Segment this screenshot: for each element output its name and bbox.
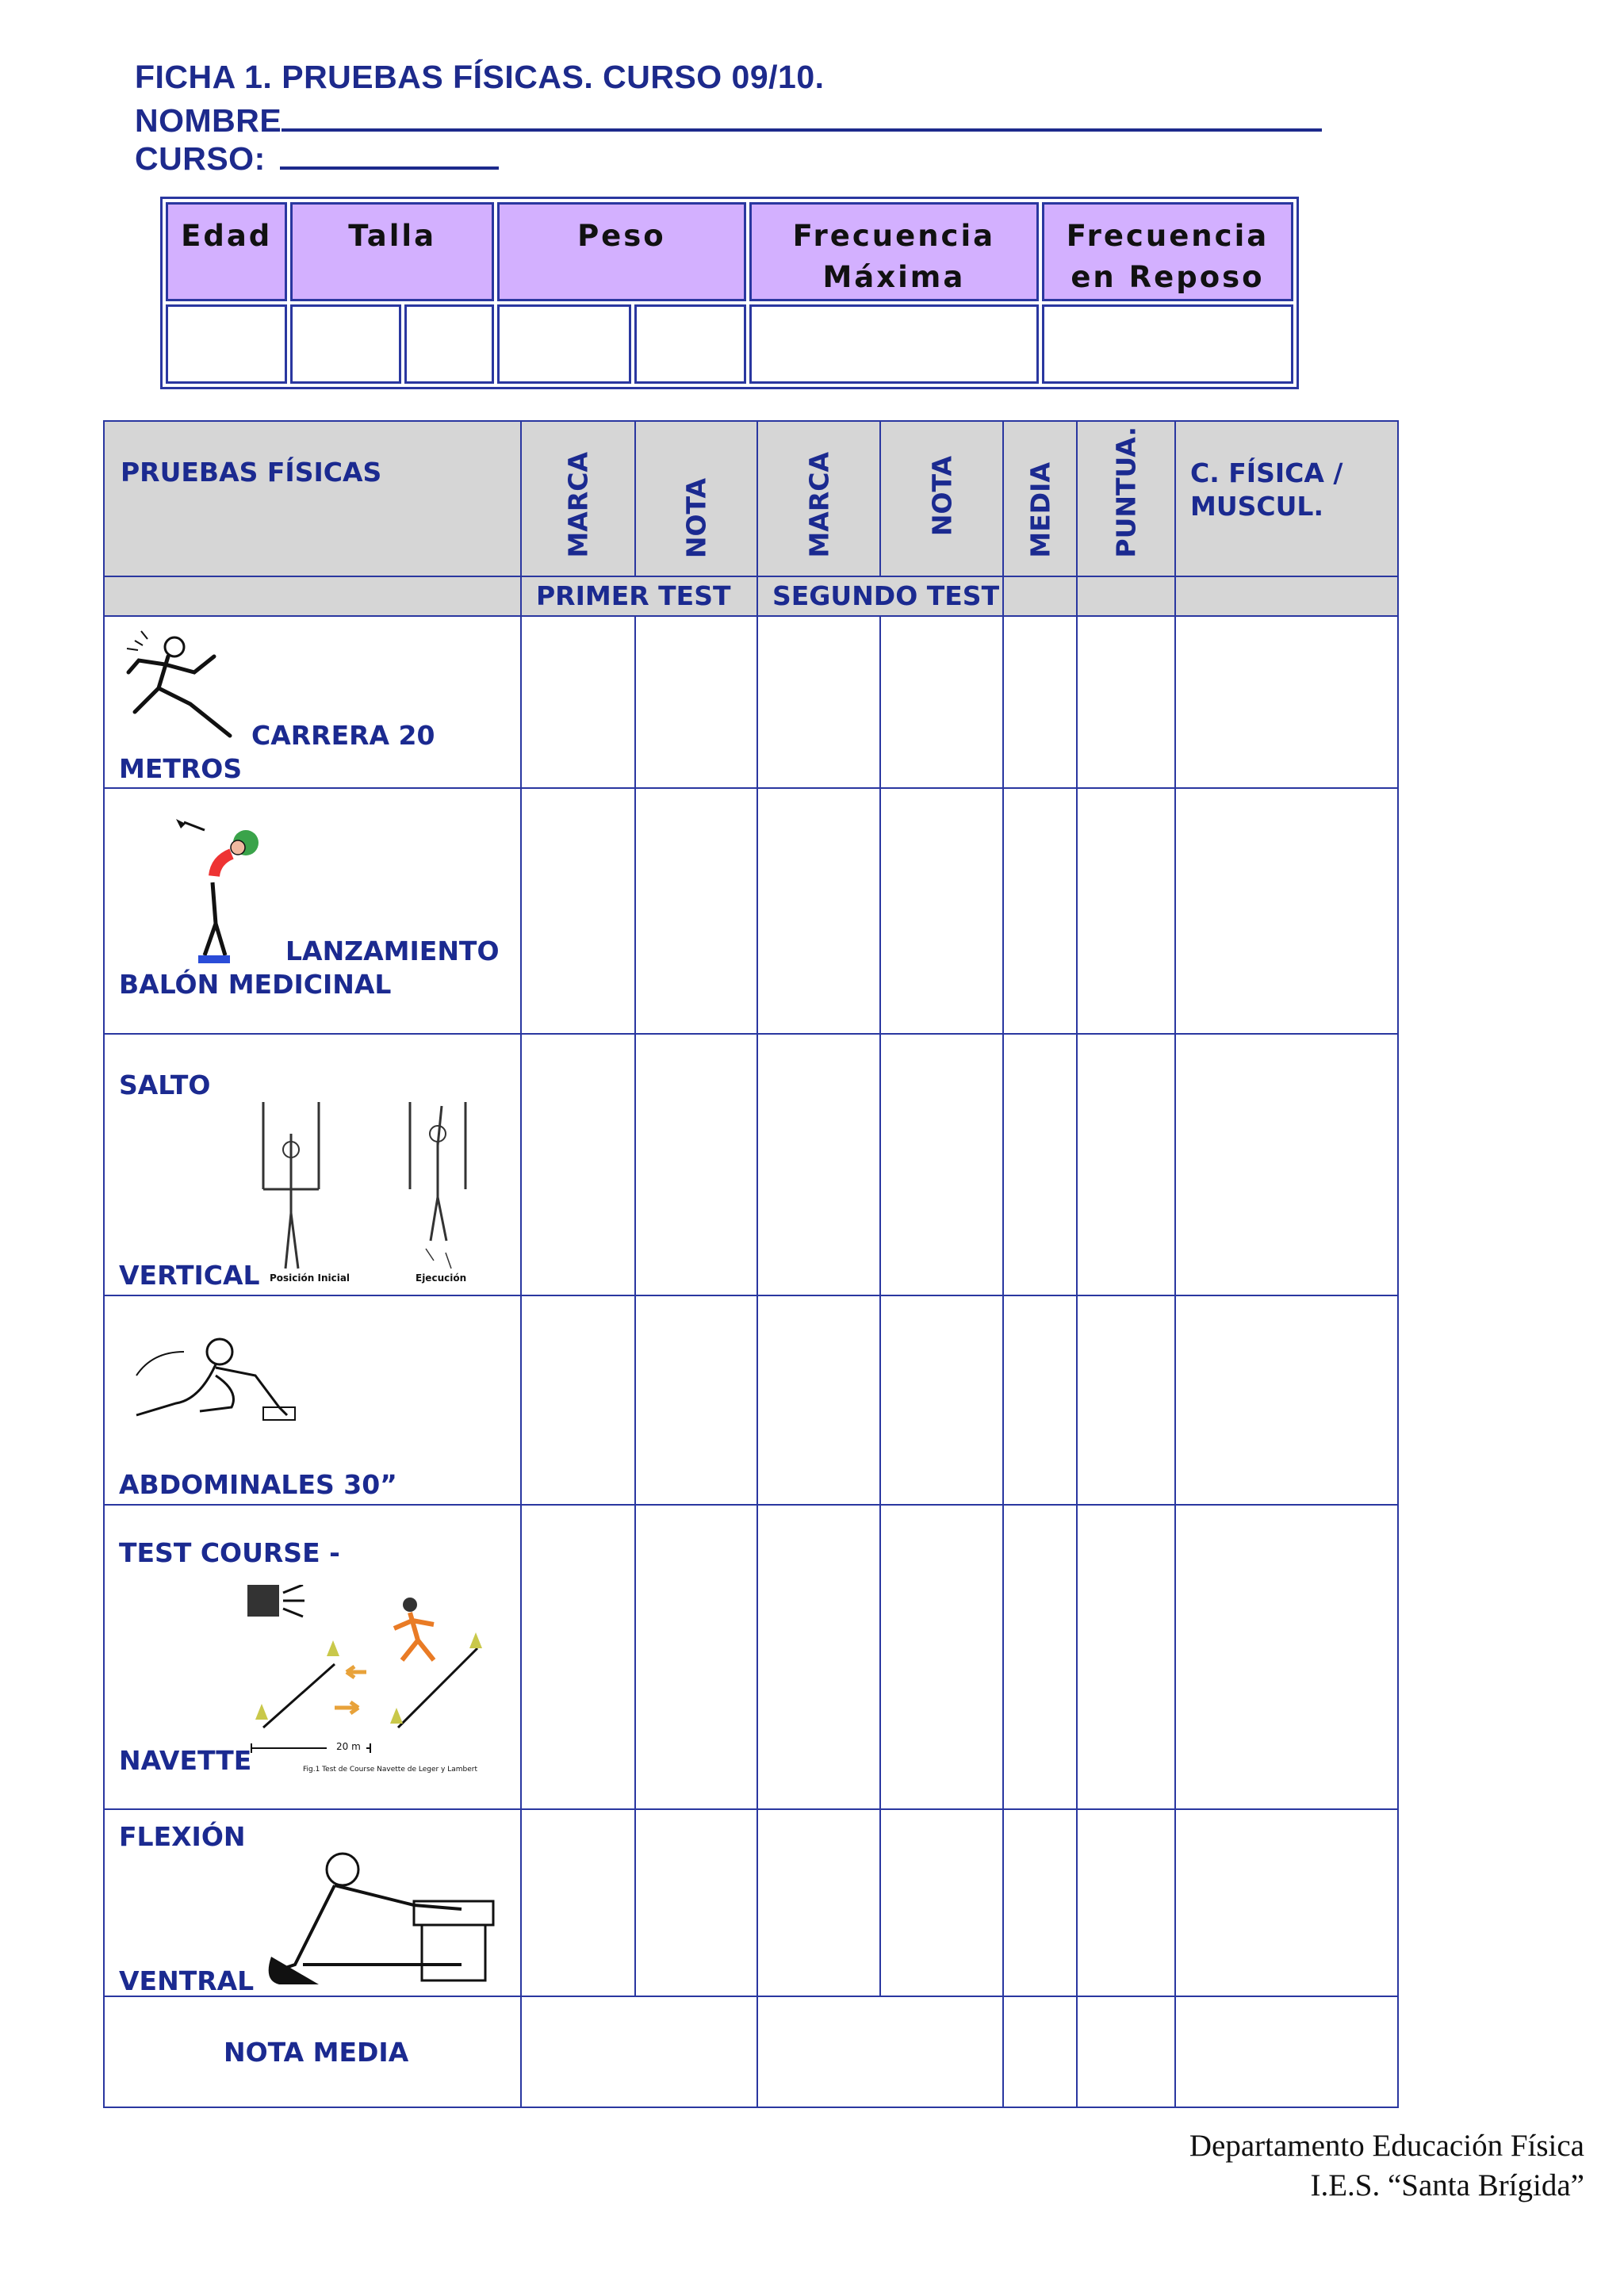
lanzamiento-marca-1[interactable] xyxy=(521,788,635,1034)
talla-input-1[interactable] xyxy=(290,304,401,384)
flexion-cfisica[interactable] xyxy=(1175,1809,1398,1996)
test-carrera-cell xyxy=(104,616,521,788)
flexion-puntua[interactable] xyxy=(1077,1809,1175,1996)
flexion-label-b: VENTRAL xyxy=(119,1965,255,1996)
lanzamiento-media[interactable] xyxy=(1003,788,1077,1034)
jump-execution-figure-icon xyxy=(402,1102,473,1280)
primer-test-label: PRIMER TEST xyxy=(521,576,757,616)
test-course-navette-cell xyxy=(104,1505,521,1809)
course-puntua[interactable] xyxy=(1077,1505,1175,1809)
course-nota-2[interactable] xyxy=(880,1505,1003,1809)
cfisica-subheader xyxy=(1175,576,1398,616)
marca-2-header: MARCA xyxy=(757,421,880,576)
flexion-media[interactable] xyxy=(1003,1809,1077,1996)
carrera-label-b: METROS xyxy=(119,753,243,784)
frecuencia-maxima-input[interactable] xyxy=(749,304,1039,384)
carrera-media[interactable] xyxy=(1003,616,1077,788)
salto-nota-1[interactable] xyxy=(635,1034,757,1295)
puntua-subheader xyxy=(1077,576,1175,616)
abdominales-cfisica[interactable] xyxy=(1175,1295,1398,1505)
test-lanzamiento-cell xyxy=(104,788,521,1034)
frecuencia-reposo-header: Frecuencia en Reposo xyxy=(1042,202,1293,301)
nota-2-header: NOTA xyxy=(880,421,1003,576)
nombre-field[interactable] xyxy=(135,97,1322,140)
edad-header: Edad xyxy=(166,202,287,301)
abdominales-puntua[interactable] xyxy=(1077,1295,1175,1505)
course-cfisica[interactable] xyxy=(1175,1505,1398,1809)
test-abdominales-cell xyxy=(104,1295,521,1505)
nota-media-cell xyxy=(104,1996,521,2107)
curso-label: CURSO: xyxy=(135,140,266,177)
abdominales-marca-1[interactable] xyxy=(521,1295,635,1505)
datos-personales-table xyxy=(160,197,1299,389)
jump-start-figure-icon xyxy=(255,1102,327,1280)
peso-input-1[interactable] xyxy=(497,304,631,384)
carrera-cfisica[interactable] xyxy=(1175,616,1398,788)
salto-caption-a: Posición Inicial xyxy=(270,1272,350,1284)
course-marca-2[interactable] xyxy=(757,1505,880,1809)
pruebas-subheader xyxy=(104,576,521,616)
course-nota-1[interactable] xyxy=(635,1505,757,1809)
flexion-marca-2[interactable] xyxy=(757,1809,880,1996)
table-row xyxy=(104,1295,1398,1505)
abdominales-media[interactable] xyxy=(1003,1295,1077,1505)
nota-media-cfisica[interactable] xyxy=(1175,1996,1398,2107)
salto-marca-1[interactable] xyxy=(521,1034,635,1295)
nombre-label: NOMBRE xyxy=(135,102,282,139)
table-row xyxy=(104,1996,1398,2107)
carrera-puntua[interactable] xyxy=(1077,616,1175,788)
nombre-underline xyxy=(282,97,1322,132)
puntua-header: PUNTUA. xyxy=(1077,421,1175,576)
talla-input-2[interactable] xyxy=(404,304,493,384)
lanzamiento-label-b: BALÓN MEDICINAL xyxy=(119,969,392,1000)
salto-marca-2[interactable] xyxy=(757,1034,880,1295)
course-label-a: TEST COURSE - xyxy=(119,1537,340,1568)
lanzamiento-cfisica[interactable] xyxy=(1175,788,1398,1034)
footer-school: I.E.S. “Santa Brígida” xyxy=(1310,2168,1584,2202)
pruebas-fisicas-table xyxy=(103,420,1399,2108)
runner-icon xyxy=(119,625,262,744)
carrera-nota-2[interactable] xyxy=(880,616,1003,788)
cfisica-header: C. FÍSICA / MUSCUL. xyxy=(1175,421,1398,576)
table-row xyxy=(104,1034,1398,1295)
media-header: MEDIA xyxy=(1003,421,1077,576)
lanzamiento-puntua[interactable] xyxy=(1077,788,1175,1034)
carrera-nota-1[interactable] xyxy=(635,616,757,788)
lanzamiento-nota-1[interactable] xyxy=(635,788,757,1034)
nota-media-puntua[interactable] xyxy=(1077,1996,1175,2107)
salto-puntua[interactable] xyxy=(1077,1034,1175,1295)
carrera-marca-1[interactable] xyxy=(521,616,635,788)
flexion-marca-1[interactable] xyxy=(521,1809,635,1996)
nota-media-media[interactable] xyxy=(1003,1996,1077,2107)
carrera-label-a: CARRERA 20 xyxy=(251,720,435,751)
peso-input-2[interactable] xyxy=(634,304,746,384)
situps-icon xyxy=(121,1328,303,1431)
abdominales-label: ABDOMINALES 30” xyxy=(119,1469,397,1500)
test-flexion-cell xyxy=(104,1809,521,1996)
salto-cfisica[interactable] xyxy=(1175,1034,1398,1295)
course-media[interactable] xyxy=(1003,1505,1077,1809)
marca-1-header: MARCA xyxy=(521,421,635,576)
nota-media-primer-test[interactable] xyxy=(521,1996,757,2107)
table-row xyxy=(104,1809,1398,1996)
nota-media-label: NOTA MEDIA xyxy=(224,2037,409,2068)
nota-1-header: NOTA xyxy=(635,421,757,576)
segundo-test-label: SEGUNDO TEST xyxy=(757,576,1003,616)
salto-media[interactable] xyxy=(1003,1034,1077,1295)
media-subheader xyxy=(1003,576,1077,616)
course-marca-1[interactable] xyxy=(521,1505,635,1809)
flexion-nota-1[interactable] xyxy=(635,1809,757,1996)
table-row xyxy=(104,616,1398,788)
sheet-title: FICHA 1. PRUEBAS FÍSICAS. CURSO 09/10. xyxy=(135,59,825,95)
salto-caption-b: Ejecución xyxy=(416,1272,467,1284)
lanzamiento-nota-2[interactable] xyxy=(880,788,1003,1034)
course-navette-diagram-icon xyxy=(247,1585,509,1783)
test-salto-cell xyxy=(104,1034,521,1295)
pruebas-header: PRUEBAS FÍSICAS xyxy=(104,421,521,576)
abdominales-marca-2[interactable] xyxy=(757,1295,880,1505)
footer-department: Departamento Educación Física xyxy=(1189,2129,1584,2163)
lanzamiento-marca-2[interactable] xyxy=(757,788,880,1034)
salto-label-b: VERTICAL xyxy=(119,1260,260,1291)
course-caption: Fig.1 Test de Course Navette de Leger y Lambert xyxy=(303,1766,478,1774)
peso-header: Peso xyxy=(497,202,746,301)
talla-header: Talla xyxy=(290,202,494,301)
course-distance-label: 20 m xyxy=(336,1741,361,1752)
frecuencia-maxima-header: Frecuencia Máxima xyxy=(749,202,1039,301)
edad-input[interactable] xyxy=(166,304,287,384)
salto-label-a: SALTO xyxy=(119,1070,211,1100)
carrera-marca-2[interactable] xyxy=(757,616,880,788)
frecuencia-reposo-input[interactable] xyxy=(1042,304,1293,384)
abdominales-nota-2[interactable] xyxy=(880,1295,1003,1505)
salto-nota-2[interactable] xyxy=(880,1034,1003,1295)
curso-underline xyxy=(280,135,499,170)
curso-field[interactable] xyxy=(135,135,499,178)
flexion-nota-2[interactable] xyxy=(880,1809,1003,1996)
abdominales-nota-1[interactable] xyxy=(635,1295,757,1505)
flexion-label-a: FLEXIÓN xyxy=(119,1821,246,1852)
ball-throw-icon xyxy=(152,813,287,971)
lanzamiento-label-a: LANZAMIENTO xyxy=(285,936,500,966)
course-label-b: NAVETTE xyxy=(119,1745,252,1776)
nota-media-segundo-test[interactable] xyxy=(757,1996,1003,2107)
table-row xyxy=(104,788,1398,1034)
sit-and-reach-icon xyxy=(255,1846,509,1992)
table-row xyxy=(104,1505,1398,1809)
